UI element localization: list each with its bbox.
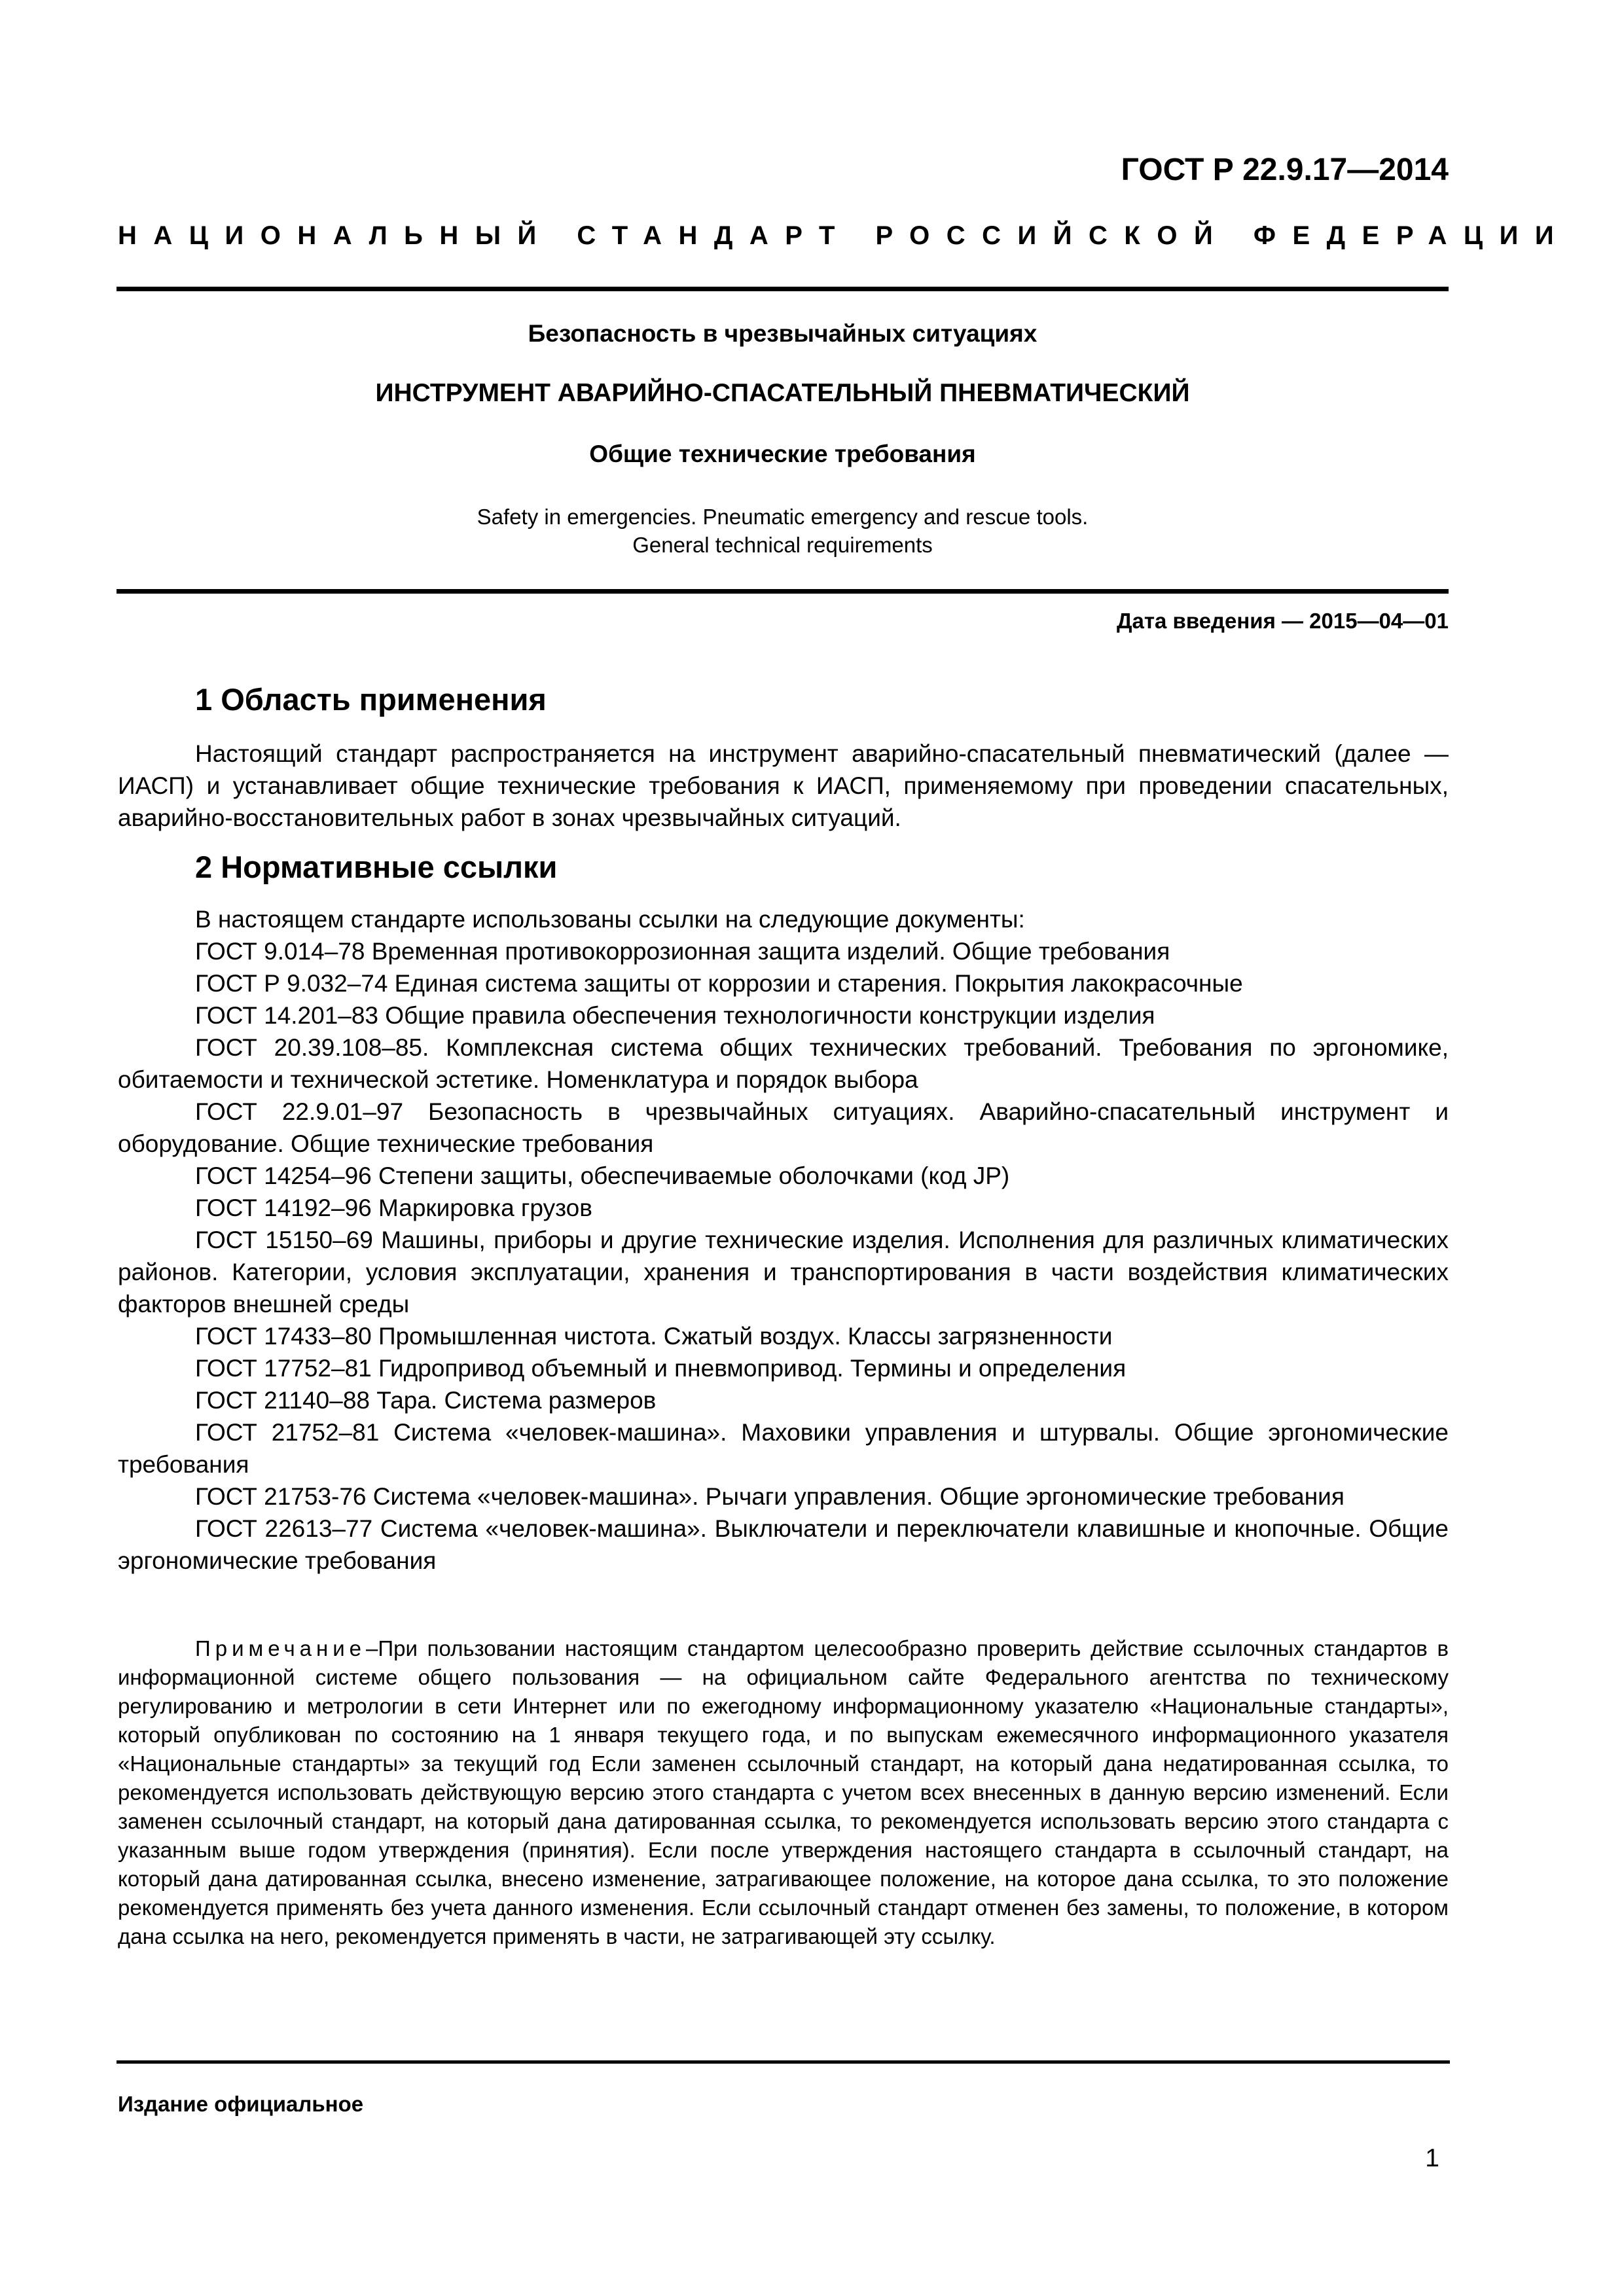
section-1-paragraph: Настоящий стандарт распространяется на инструмент аварийно-спасательный пневматический (далее — ИАСП) и устанавливает общие технические требования к ИАСП, применяемому при проведении спасательных, аварийно-восстановительных работ в зонах чрезвычайных ситуаций. bbox=[118, 740, 1449, 831]
section-1-heading: 1 Область применения bbox=[195, 682, 547, 717]
section-2-reference-list bbox=[118, 903, 1449, 1577]
title-divider bbox=[117, 589, 1449, 594]
section-2-heading: 2 Нормативные ссылки bbox=[195, 850, 558, 884]
reference-item: ГОСТ 14192–96 Маркировка грузов bbox=[195, 1194, 592, 1221]
reference-item: ГОСТ 9.014–78 Временная противокоррозионная защита изделий. Общие требования bbox=[195, 938, 1170, 965]
note-paragraph bbox=[118, 1634, 1449, 1951]
english-title-line-2: General technical requirements bbox=[632, 533, 933, 557]
reference-item: ГОСТ 21752–81 Система «человек-машина». Маховики управления и штурвалы. Общие эргономические требования bbox=[118, 1419, 1449, 1478]
reference-item: ГОСТ Р 9.032–74 Единая система защиты от коррозии и старения. Покрытия лакокрасочные bbox=[195, 970, 1243, 997]
footer-divider bbox=[117, 2060, 1450, 2064]
english-title bbox=[117, 503, 1449, 559]
reference-item: ГОСТ 20.39.108–85. Комплексная система общих технических требований. Требования по эргономике, обитаемости и технической эстетике. Номенклатура и порядок выбора bbox=[118, 1034, 1449, 1093]
page-number: 1 bbox=[1425, 2144, 1439, 2172]
edition-label: Издание официальное bbox=[118, 2092, 364, 2116]
reference-item: ГОСТ 21753-76 Система «человек-машина». Рычаги управления. Общие эргономические требования bbox=[195, 1483, 1344, 1510]
document-code: ГОСТ Р 22.9.17—2014 bbox=[1121, 152, 1449, 187]
title-category: Безопасность в чрезвычайных ситуациях bbox=[528, 320, 1038, 347]
reference-item: ГОСТ 14.201–83 Общие правила обеспечения технологичности конструкции изделия bbox=[195, 1002, 1155, 1029]
reference-item: ГОСТ 21140–88 Тара. Система размеров bbox=[195, 1387, 657, 1414]
introduction-date: Дата введения — 2015—04—01 bbox=[1117, 609, 1449, 633]
reference-intro: В настоящем стандарте использованы ссылки на следующие документы: bbox=[195, 906, 1025, 933]
reference-item: ГОСТ 17752–81 Гидропривод объемный и пневмопривод. Термины и определения bbox=[195, 1355, 1127, 1382]
header-divider bbox=[117, 287, 1449, 291]
reference-item: ГОСТ 22.9.01–97 Безопасность в чрезвычайных ситуациях. Аварийно-спасательный инструмент и оборудование. Общие технические требования bbox=[118, 1098, 1449, 1157]
document-subtitle: Общие технические требования bbox=[589, 440, 976, 467]
reference-item: ГОСТ 15150–69 Машины, приборы и другие технические изделия. Исполнения для различных климатических районов. Категории, условия эксплуатации, хранения и транспортирования в части воздействия климатических факторов внешней среды bbox=[118, 1227, 1449, 1318]
reference-item: ГОСТ 17433–80 Промышленная чистота. Сжатый воздух. Классы загрязненности bbox=[195, 1323, 1113, 1350]
reference-item: ГОСТ 22613–77 Система «человек-машина». Выключатели и переключатели клавишные и кнопочные. Общие эргономические требования bbox=[118, 1515, 1449, 1574]
reference-item: ГОСТ 14254–96 Степени защиты, обеспечиваемые оболочками (код JP) bbox=[195, 1162, 1010, 1189]
national-standard-banner: НАЦИОНАЛЬНЫЙ СТАНДАРТ РОССИЙСКОЙ ФЕДЕРАЦИИ bbox=[118, 221, 1571, 250]
english-title-line-1: Safety in emergencies. Pneumatic emergency and rescue tools. bbox=[477, 505, 1089, 529]
document-title: ИНСТРУМЕНТ АВАРИЙНО-СПАСАТЕЛЬНЫЙ ПНЕВМАТИЧЕСКИЙ bbox=[375, 379, 1190, 407]
note-text: –При пользовании настоящим стандартом целесообразно проверить действие ссылочных стандартов в информационной системе общего пользования — на официальном сайте Федерального агентства по техническому регулированию и метрологии в сети Интернет или по ежегодному информационному указателю «Национальные стандарты», который опубликован по состоянию на 1 января текущего года, и по выпускам ежемесячного информационного указателя «Национальные стандарты» за текущий год Если заменен ссылочный стандарт, на который дана недатированная ссылка, то рекомендуется использовать действующую версию этого стандарта с учетом всех внесенных в данную версию изменений. Если заменен ссылочный стандарт, на который дана датированная ссылка, то рекомендуется использовать версию этого стандарта с указанным выше годом утверждения (принятия). Если после утверждения настоящего стандарта в ссылочный стандарт, на который дана датированная ссылка, внесено изменение, затрагивающее положение, на которое дана ссылка, то это положение рекомендуется применять без учета данного изменения. Если ссылочный стандарт отменен без замены, то положение, в котором дана ссылка на него, рекомендуется применять в части, не затрагивающей эту ссылку. bbox=[118, 1636, 1449, 1948]
note-label: Примечание bbox=[195, 1636, 367, 1660]
section-1-body bbox=[118, 738, 1449, 834]
